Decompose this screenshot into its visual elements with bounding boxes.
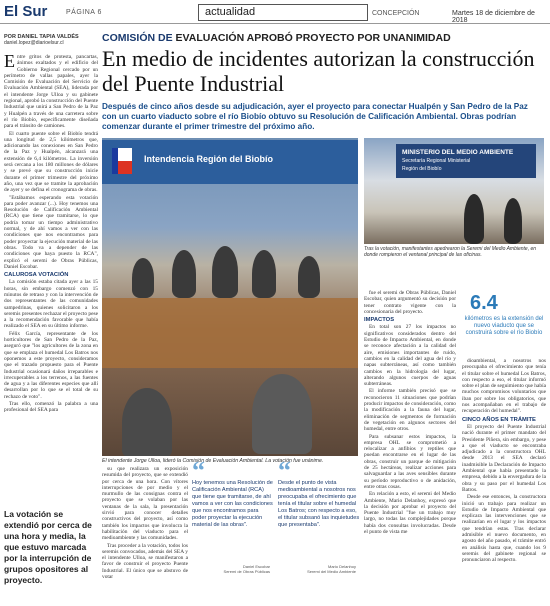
meeting-table [102,298,358,368]
section-label: actualidad [198,4,368,21]
ministerio-banner: MINISTERIO DEL MEDIO AMBIENTE Secretaría Regional Ministerial Región del Biobío [396,144,536,178]
fact-text: kilómetros es la extensión del nuevo viaducto que se construirá sobre el río Biobío [464,316,544,336]
quote-delanhoy: “ Desde el punto de vista medioambiental a nosotros nos preocupaba el ofrecimiento que tenía el titular sobre el humedal Los Batros; con respecto a eso, el titular subsanó las inquietudes que presentaba". Mario Delanhoy Seremi del Medio Ambiente [278,456,360,574]
city-label: CONCEPCIÓN [372,10,420,17]
subheading-votacion: CALUROSA VOTACIÓN [4,272,69,279]
column-1: Entre gritos de protesta, pancartas, ánimos exaltados y el edificio del Gobierno Regional cercado por un perímetro de vallas papales, ayer la Comisión de Evaluación del Servicio de Evaluación Ambiental (SEA), liderada por el intendente Jorge Ulloa y su gabinete regional, aprobó la construcción del Puente Industrial que unirá a San Pedro de la Paz y Hualpén a través de una carretera sobre el río Biobío, específicamente diseñada para el tránsito de camiones. El cuarto puente sobre el Biobío tendrá una longitud de 2,5 kilómetros que, adicionando las conexiones en San Pedro de la Paz y Hualpén, alcanzará una extensión de 6,4 kilómetros. La inversión será cercana a los 180 millones de dólares y se prevé que su construcción inicie durante el primer trimestre del próximo año, una vez que se tramite la aprobación de ayer y se defina el cronograma de obras. "Estábamos esperando esta votación para poder avanzar (...). Hoy tenemos una Resolución de Calificación Ambiental (RCA) que tiene que tramitarse, lo que podría tomar un tiempo administrativo normal, y de ahí vamos a ver con las condiciones que nos encontramos para poder proyectar la ejecución material de las obras. Todo va a depender de las condiciones que haya puesto la RCA", explicó el seremi de Obras Públicas, Daniel Escobar. CALUROSA VOTACIÓN La comisión estaba citada ayer a las 15 horas, sin embargo comenzó con 15 minutos de retraso y con la intervención de dos representantes de las comunidades sampedrinas, quienes solicitaron a los seremis presentes rechazar el proyecto pese a la recomendación favorable que había realizado el SEA en su último informe. Félix García, representante de los horticultores de San Pedro de la Paz, aseguró que "los agricultores de la zona en que se emplaza el humedal Los Batros nos oponemos a este proyecto, consideramos que el trazado propuesto para el Puente Industrial ocasionará daños irreparables e irrecuperables a los terrenos, a las fuentes de agua y a las diferentes especies que allí desarrollan por lo que se el total de su rechazo de voto". Tras ello, comenzó la palabra a una profesional del SEA para [4,54,98,414]
quote-mark-icon: “ [278,456,291,485]
drop-cap: E [4,54,15,71]
column-4: dioambiental, a nosotros nos preocupaba el ofrecimiento que tenía el titular sobre el humedal Los Batros, con respecto a eso, el titular informó sobre el plan de seguimiento que había muchos compromisos voluntarios que iban por sobre los obligatorios, que nos acompañaban en el trabajo de recuperación del humedal". CINCO AÑOS EN TRÁMITE El proyecto del Puente Industrial nació durante el primer mandato del Presidente Piñera, sin embargo, y pese a que el viaducto se encontraba adjudicado a la constructora OHL desde 2013 el SEA declaró inadmisible la Declaración de Impacto Ambiental que había presentado la empresa, debido a la envergadura de la obra y su paso por el humedal Los Batros. Desde ese entonces, la constructora inició un trabajo para realizar un Estudio de Impacto Ambiental que explicara las intervenciones que se realizarían en el lugar y los impactos que tendrían estas. Tras declarar admisible el nuevo documento, en agosto del año pasado, el trámite entró en análisis hasta que, cuando los 9 seremis del gabinete regional se pronunciaron al respecto. [462,358,546,564]
intendencia-banner: Intendencia Región del Biobío [102,140,358,184]
main-photo-caption: El intendente Jorge Ulloa, lideró la Comisión de Evaluación Ambiental. La votación fue unánime. [102,458,324,464]
chile-flag-icon [112,148,132,174]
subheading-cinco-anos: CINCO AÑOS EN TRÁMITE [462,416,536,423]
headline: En medio de incidentes autorizan la construcción del Puente Industrial [102,46,535,96]
date-label: Martes 18 de diciembre de 2018 [452,10,535,24]
byline: POR DANIEL TAPIA VALDÉS daniel.lopez@diarioelsur.cl [4,34,79,46]
lead-paragraph: Después de cinco años desde su adjudicación, ayer el proyecto para conectar Hualpén y San Pedro de la Paz con un cuarto viaducto sobre el río Biobío obtuvo su Resolución de Calificación Ambiental. Obras podrían comenzar durante el primer trimestre del próximo año. [102,102,528,131]
kicker: COMISIÓN DE EVALUACIÓN APROBÓ PROYECTO POR UNANIMIDAD [102,32,451,44]
main-photo [102,138,358,456]
quote-mark-icon: “ [192,456,205,485]
quote-escobar: “ Hoy tenemos una Resolución de Calificación Ambiental (RCA) que tiene que tramitarse, de ahí vamos a ver con las condiciones que nos encontramos para poder proyectar la ejecución material de las obras". Daniel Escobar Seremi de Obras Públicas [192,456,273,574]
side-photo-caption: Tras la votación, manifestantes apedrearon la Seremi del Medio Ambiente, en donde rompieron el ventanal principal de las oficinas. [364,246,537,258]
page-number: PÁGINA 6 [66,9,102,16]
fact-number: 6.4 [470,292,498,314]
newspaper-logo: El Sur [4,3,48,20]
side-photo [364,138,544,244]
column-3: fue el seremi de Obras Públicas, Daniel Escobar, quien argumentó su decisión por tener contrato vigente con la concesionaria del proyecto. IMPACTOS En total son 27 los impactos no significativos considerados dentro del Estudio de Impacto Ambiental, en donde se reconoce afectación a la calidad del aire, emisiones importantes de ruido, cambios en la calidad del agua del río y napas subterráneas, así como también cambios en la hidrología del lugar, alterando algunos cuerpos de aguas subterráneas. El informe también precisó que se reconocieron 11 situaciones que podrían producir impactos de consideración, como la modificación a la fauna del lugar, eliminación de segmentos de formación de vegetación en algunos sectores del humedal, entre otros. Para subsanar estos impactos, la empresa OHL se comprometió a relocalizar a anfibios y reptiles que puedan encontrarse en el lugar de las obras, construir un parque de mitigación de 25 hectáreas, realizar acciones para salvaguardar a las aves sensibles durante su período reproductivo o de anidación, entre otras cosas. En relación a esto, el seremi del Medio Ambiente, Mario Delanhoy, expresó que la decisión por aprobar el proyecto del Puente Industrial "fue un trabajo muy largo, no todas las complejidades porque había dos consultas involucradas. Desde el punto de vista me [364,290,456,535]
pull-quote: La votación se extendió por cerca de una hora y media, la que estuvo marcada por la interrupción de grupos opositores al proyecto. [4,509,92,585]
column-2: su que realizara un exposición resumida del proyecto, que se extendió por cerca de una hora. Con vítores interrupciones de por medio y el murmullo de las consignas contra el proyecto que se volaban por las ventanas de la sala, la presentación sirvió para conocer detalles constructivos del proyecto, así como también los impactos que involucra la habilitación del viaducto para el medioambiente y las comunidades. Tras proceder a la votación, todos los seremis convocados, además del SEA y el intendente Ulloa, se manifestaron a favor de construir el proyecto Puente Industrial. El único que se abstuvo de votar [102,466,188,581]
subheading-impactos: IMPACTOS [364,317,395,324]
